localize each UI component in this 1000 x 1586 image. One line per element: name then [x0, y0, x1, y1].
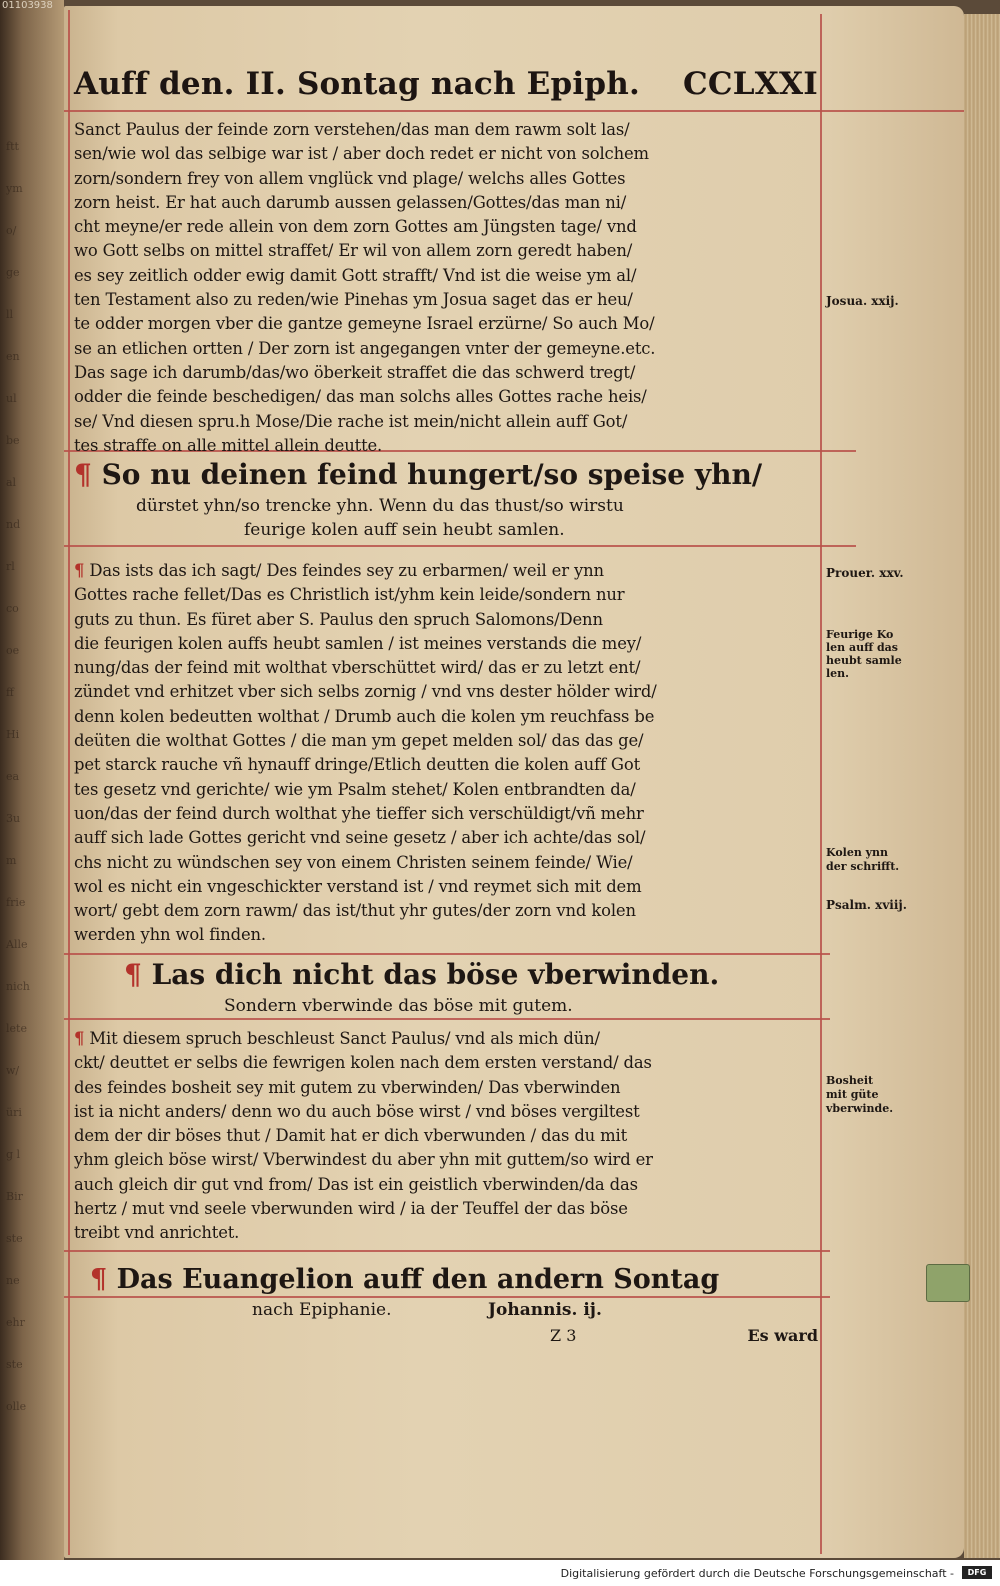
facing-page-fragment: üri: [6, 1106, 22, 1119]
facing-page-fragment: ll: [6, 308, 14, 321]
rule-left: [68, 10, 70, 1555]
signature-mark: Z 3: [550, 1326, 577, 1345]
paragraph-1-line: se an etlichen ortten / Der zorn ist angegangen vnter der gemeyne.etc.: [74, 338, 656, 358]
paragraph-2-line: deüten die wolthat Gottes / die man ym gepet melden sol/ das das ge/: [74, 731, 644, 751]
rubric-mark-icon: ¶: [124, 958, 142, 991]
line-text: Mit diesem spruch beschleust Sanct Paulus/ vnd als mich dün/: [84, 1029, 600, 1048]
paragraph-3-line: treibt vnd anrichtet.: [74, 1223, 240, 1243]
facing-page-fragment: rl: [6, 560, 15, 573]
paragraph-2-line: guts zu thun. Es füret aber S. Paulus den spruch Salomons/Denn: [74, 609, 603, 629]
facing-page-fragment: ea: [6, 770, 20, 783]
paragraph-2-line: tes gesetz vnd gerichte/ wie ym Psalm stehet/ Kolen entbrandten da/: [74, 779, 636, 799]
paragraph-3-line: auch gleich dir gut vnd from/ Das ist ein geistlich vberwinden/da das: [74, 1174, 638, 1194]
facing-page-fragment: ste: [6, 1358, 23, 1371]
rubric-mark-icon: ¶: [74, 1029, 85, 1048]
facing-page-fragment: Hi: [6, 728, 20, 741]
paragraph-2-line: [74, 559, 820, 583]
heading-2-line-1: [74, 956, 820, 994]
heading-2-text: Las dich nicht das böse vberwinden.: [151, 958, 720, 991]
margin-note-line: der schrifft.: [826, 860, 900, 873]
running-title: Auff den. II. Sontag nach Epiph.: [74, 66, 640, 102]
margin-note-josua: Josua. xxij.: [826, 294, 899, 308]
facing-page-fragment: be: [6, 434, 20, 447]
paragraph-2-line: zündet vnd erhitzet vber sich selbs zornig / vnd vns dester hölder wird/: [74, 682, 657, 702]
margin-note-line: heubt samle: [826, 654, 902, 667]
gospel-heading-line-2: [74, 1298, 820, 1322]
facing-page-fragment: nich: [6, 980, 30, 993]
paragraph-2-line: die feurigen kolen auffs heubt samlen / ist meines verstands die mey/: [74, 633, 642, 653]
heading-1-line-3: feurige kolen auff sein heubt samlen.: [244, 520, 565, 540]
facing-page-fragment: ftt: [6, 140, 19, 153]
gospel-heading-subtitle: nach Epiphanie.: [252, 1300, 392, 1320]
margin-note-line: mit güte: [826, 1088, 879, 1101]
paragraph-3-line: ckt/ deuttet er selbs die fewrigen kolen nach dem ersten verstand/ das: [74, 1053, 652, 1073]
bookmark-tab: [926, 1264, 970, 1302]
paragraph-3-line: dem der dir böses thut / Damit hat er dich vberwunden / das du mit: [74, 1126, 628, 1146]
facing-page-fragment: Bir: [6, 1190, 23, 1203]
facing-page-fragment: ste: [6, 1232, 23, 1245]
facing-page-fragment: ge: [6, 266, 20, 279]
scan-id: 01103938: [2, 0, 53, 11]
facing-page-fragment: en: [6, 350, 20, 363]
paragraph-3-line: yhm gleich böse wirst/ Vberwindest du aber yhn mit guttem/so wird er: [74, 1150, 653, 1170]
margin-note-kolen: [826, 846, 946, 874]
paragraph-1-line: wo Gott selbs on mittel straffet/ Er wil von allem zorn geredt haben/: [74, 241, 633, 261]
paragraph-1-line: odder die feinde beschedigen/ das man solchs alles Gottes rache heis/: [74, 387, 647, 407]
facing-page-fragment: ff: [6, 686, 14, 699]
margin-note-feurige: [826, 628, 946, 680]
facing-page-edge: [0, 0, 64, 1560]
line-text: Das ists das ich sagt/ Des feindes sey zu erbarmen/ weil er ynn: [84, 561, 604, 580]
scripture-heading-1: [74, 456, 820, 542]
facing-page-fragment: w/: [6, 1064, 20, 1077]
paragraph-1: [74, 118, 820, 458]
facing-page-fragment: g l: [6, 1148, 21, 1161]
paragraph-3: [74, 1027, 820, 1246]
facing-page-fragment: co: [6, 602, 19, 615]
margin-note-bosheit: [826, 1074, 946, 1116]
paragraph-2-line: chs nicht zu wündschen sey von einem Christen seinem feinde/ Wie/: [74, 852, 633, 872]
margin-note-line: len.: [826, 667, 850, 680]
rule-h1-bottom: [64, 545, 856, 547]
facing-page-fragment: frie: [6, 896, 26, 909]
gospel-reference: Johannis. ij.: [488, 1300, 602, 1320]
rule-h2-bottom: [64, 1018, 830, 1020]
facing-page-fragment: ul: [6, 392, 17, 405]
rule-h3-top: [64, 1250, 830, 1252]
gospel-heading: [74, 1262, 820, 1322]
paragraph-2-line: uon/das der feind durch wolthat yhe tieffer sich verschüldigt/vñ mehr: [74, 803, 644, 823]
paragraph-1-line: cht meyne/er rede allein von dem zorn Gottes am Jüngsten tage/ vnd: [74, 217, 637, 237]
scripture-heading-2: [74, 956, 820, 1018]
margin-note-line: Bosheit: [826, 1074, 874, 1087]
gospel-heading-line-1: [74, 1262, 820, 1298]
paragraph-2-line: werden yhn wol finden.: [74, 925, 266, 945]
page-foot: [74, 1326, 820, 1350]
margin-note-line: len auff das: [826, 641, 898, 654]
paragraph-2-line: denn kolen bedeutten wolthat / Drumb auch die kolen ym reuchfass be: [74, 706, 655, 726]
rule-h2-top: [64, 953, 830, 955]
running-head: [74, 66, 820, 110]
paragraph-1-line: se/ Vnd diesen spru.h Mose/Die rache ist mein/nicht allein auff Got/: [74, 411, 628, 431]
paragraph-2-line: wort/ gebt dem zorn rawm/ das ist/thut yhr gutes/der zorn vnd kolen: [74, 901, 636, 921]
facing-page-fragment: 3u: [6, 812, 21, 825]
rule-head: [64, 110, 964, 112]
paragraph-1-line: es sey zeitlich odder ewig damit Gott strafft/ Vnd ist die weise ym al/: [74, 265, 637, 285]
folio-number: CCLXXI: [683, 66, 818, 102]
paragraph-2-line: wol es nicht ein vngeschickter verstand ist / vnd reymet sich mit dem: [74, 876, 642, 896]
rule-text-right: [820, 14, 822, 1554]
margin-note-line: vberwinde.: [826, 1102, 894, 1115]
catchword: Es ward: [747, 1326, 818, 1345]
margin-note-line: Kolen ynn: [826, 846, 889, 859]
paragraph-1-line: te odder morgen vber die gantze gemeyne Israel erzürne/ So auch Mo/: [74, 314, 655, 334]
paragraph-3-line: [74, 1027, 820, 1051]
paragraph-2-line: Gottes rache fellet/Das es Christlich ist/yhm kein leide/sondern nur: [74, 585, 625, 605]
paragraph-1-line: Das sage ich darumb/das/wo öberkeit straffet die das schwerd tregt/: [74, 362, 636, 382]
paragraph-1-line: zorn/sondern frey von allem vnglück vnd plage/ welchs alles Gottes: [74, 168, 626, 188]
paragraph-3-line: des feindes bosheit sey mit gutem zu vberwinden/ Das vberwinden: [74, 1077, 621, 1097]
gospel-heading-text: Das Euangelion auff den andern Sontag: [116, 1264, 720, 1295]
margin-note-psalm: Psalm. xviij.: [826, 898, 907, 912]
facing-page-fragment: m: [6, 854, 17, 867]
facing-page-fragment: Alle: [6, 938, 28, 951]
dfg-logo: DFG: [962, 1566, 992, 1579]
funding-credit: Digitalisierung gefördert durch die Deutsche Forschungsgemeinschaft -: [560, 1567, 954, 1580]
margin-note-prouer: Prouer. xxv.: [826, 566, 904, 580]
rubric-mark-icon: ¶: [90, 1264, 108, 1295]
heading-1-text: So nu deinen feind hungert/so speise yhn/: [101, 458, 763, 491]
facing-page-fragment: al: [6, 476, 17, 489]
facing-page-fragment: oe: [6, 644, 20, 657]
facing-page-fragment: ne: [6, 1274, 20, 1287]
paragraph-1-line: zorn heist. Er hat auch darumb aussen gelassen/Gottes/das man ni/: [74, 192, 627, 212]
paragraph-3-line: ist ia nicht anders/ denn wo du auch böse wirst / vnd böses vergiltest: [74, 1101, 640, 1121]
facing-page-fragment: o/: [6, 224, 17, 237]
rubric-mark-icon: ¶: [74, 458, 92, 491]
page-stack-edge: [964, 14, 1000, 1558]
footer-bar: [0, 1560, 1000, 1586]
heading-1-line-2: dürstet yhn/so trencke yhn. Wenn du das thust/so wirstu: [136, 496, 624, 516]
paragraph-2-line: nung/das der feind mit wolthat vberschüttet wird/ das er zu letzt ent/: [74, 658, 641, 678]
paragraph-1-line: ten Testament also zu reden/wie Pinehas ym Josua saget das er heu/: [74, 290, 633, 310]
paragraph-1-line: Sanct Paulus der feinde zorn verstehen/das man dem rawm solt las/: [74, 120, 630, 139]
paragraph-3-line: hertz / mut vnd seele vberwunden wird / ia der Teuffel der das böse: [74, 1199, 628, 1219]
facing-page-fragment: olle: [6, 1400, 27, 1413]
rubric-mark-icon: ¶: [74, 561, 85, 580]
margin-note-line: Feurige Ko: [826, 628, 894, 641]
paragraph-1-line: sen/wie wol das selbige war ist / aber doch redet er nicht von solchem: [74, 144, 649, 164]
paragraph-1-line: tes straffe on alle mittel allein deutte.: [74, 435, 383, 455]
facing-page-fragment: ym: [6, 182, 23, 195]
paragraph-2-line: auff sich lade Gottes gericht vnd seine gesetz / aber ich achte/das sol/: [74, 828, 646, 848]
paragraph-2-line: pet starck rauche vñ hynauff dringe/Etlich deutten die kolen auff Got: [74, 755, 641, 775]
heading-2-line-2: Sondern vberwinde das böse mit gutem.: [224, 996, 573, 1016]
facing-page-fragment: nd: [6, 518, 21, 531]
paragraph-2: [74, 559, 820, 948]
heading-1-line-1: [74, 456, 820, 494]
facing-page-fragment: lete: [6, 1022, 27, 1035]
facing-page-fragment: ehr: [6, 1316, 25, 1329]
